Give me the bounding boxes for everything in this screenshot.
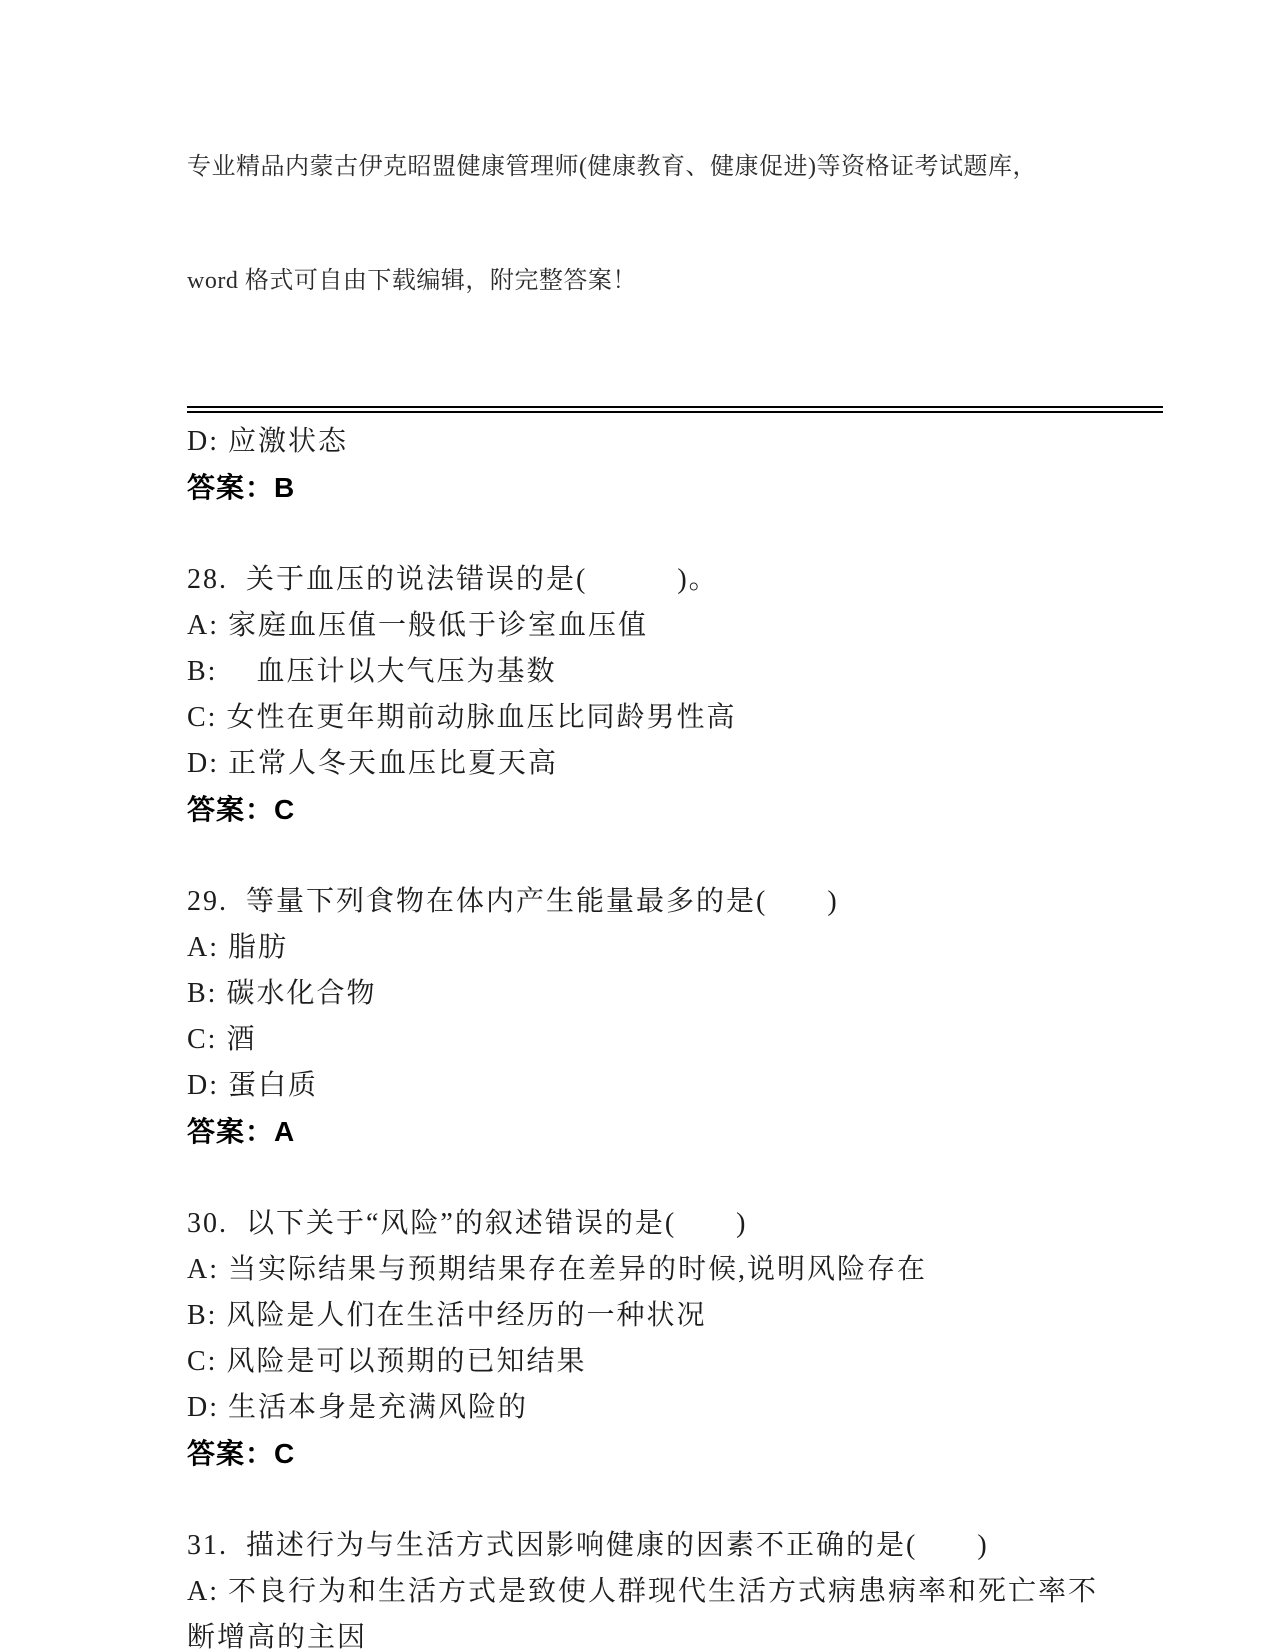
option-line: B: 碳水化合物 bbox=[187, 978, 377, 1009]
option-line: A: 脂肪 bbox=[187, 932, 289, 963]
option-line: A: 不良行为和生活方式是致使人群现代生活方式病患病率和死亡率不断增高的主因 bbox=[187, 1576, 1099, 1650]
header-divider bbox=[187, 406, 1163, 413]
answer-line: 答案：A bbox=[187, 1116, 296, 1147]
option-line: A: 当实际结果与预期结果存在差异的时候,说明风险存在 bbox=[187, 1254, 928, 1285]
question-title: 31. 描述行为与生活方式因影响健康的因素不正确的是( ) bbox=[187, 1530, 989, 1561]
option-line: D: 正常人冬天血压比夏天高 bbox=[187, 748, 559, 779]
question-title: 29. 等量下列食物在体内产生能量最多的是( ) bbox=[187, 886, 839, 917]
question-block-29 bbox=[187, 879, 1119, 1155]
question-block-31 bbox=[187, 1523, 1119, 1650]
option-line: C: 酒 bbox=[187, 1024, 257, 1055]
carryover-block bbox=[187, 419, 1119, 511]
document-body bbox=[187, 419, 1119, 1650]
option-line: B: 风险是人们在生活中经历的一种状况 bbox=[187, 1300, 707, 1331]
option-line: B: 血压计以大气压为基数 bbox=[187, 656, 557, 687]
header-line-2: word 格式可自由下载编辑，附完整答案！ bbox=[187, 268, 637, 294]
page-content bbox=[187, 0, 1119, 1650]
answer-line: 答案：C bbox=[187, 1438, 296, 1469]
question-block-28 bbox=[187, 557, 1119, 833]
question-title: 28. 关于血压的说法错误的是( )。 bbox=[187, 564, 719, 595]
option-line: D: 蛋白质 bbox=[187, 1070, 319, 1101]
option-line: C: 风险是可以预期的已知结果 bbox=[187, 1346, 587, 1377]
option-line: D: 生活本身是充满风险的 bbox=[187, 1392, 529, 1423]
document-header bbox=[187, 0, 1119, 376]
question-block-30 bbox=[187, 1201, 1119, 1477]
question-title: 30. 以下关于“风险”的叙述错误的是( ) bbox=[187, 1208, 748, 1239]
header-line-1: 专业精品内蒙古伊克昭盟健康管理师(健康教育、健康促进)等资格证考试题库， bbox=[187, 154, 1037, 180]
option-line: C: 女性在更年期前动脉血压比同龄男性高 bbox=[187, 702, 737, 733]
answer-line: 答案：C bbox=[187, 794, 296, 825]
option-line: D: 应激状态 bbox=[187, 426, 349, 457]
option-line: A: 家庭血压值一般低于诊室血压值 bbox=[187, 610, 649, 641]
answer-line: 答案：B bbox=[187, 472, 296, 503]
